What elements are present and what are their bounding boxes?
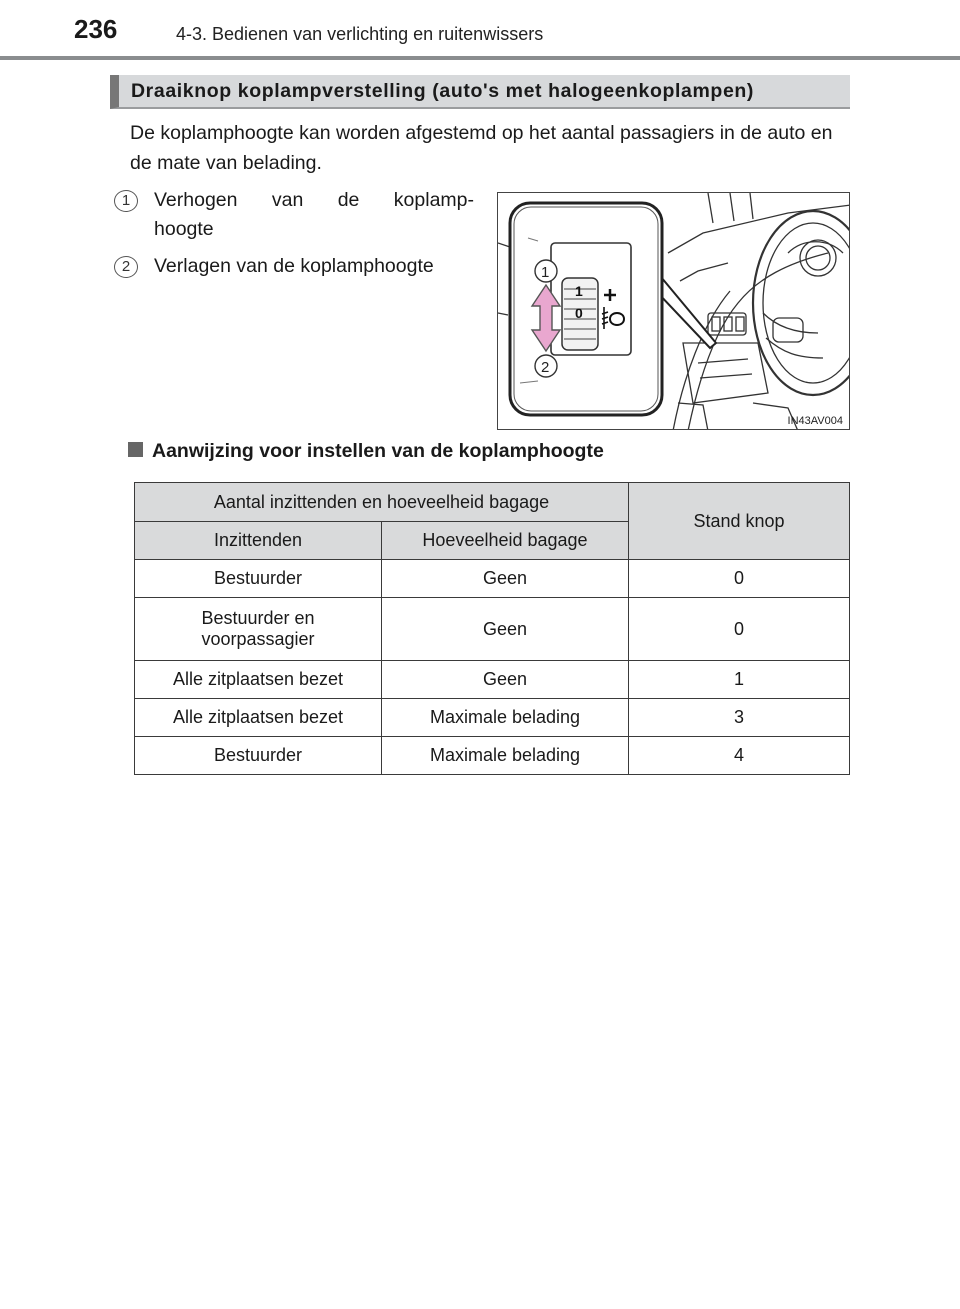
occupants-cell: Alle zitplaatsen bezet <box>135 661 382 699</box>
section-title: Draaiknop koplampverstelling (auto's met halogeenkoplampen) <box>131 80 754 102</box>
occupants-cell: Bestuurder en voorpassagier <box>135 598 382 661</box>
item-text <box>154 186 474 244</box>
luggage-cell: Geen <box>382 560 629 598</box>
callout-2-label: 2 <box>541 359 550 376</box>
item-text: Verlagen van de koplamphoogte <box>154 255 434 277</box>
luggage-cell: Maximale belading <box>382 737 629 775</box>
callout-1-label: 1 <box>541 264 550 281</box>
dashboard-illustration <box>497 192 850 430</box>
header-rule <box>0 56 960 60</box>
table-row <box>135 699 850 737</box>
square-bullet-icon <box>128 442 143 457</box>
list-item-lower <box>114 252 494 282</box>
dial-position-cell: 4 <box>629 737 850 775</box>
item-text-line1: Verhogen van de koplamp- <box>154 189 474 211</box>
occupants-cell: Alle zitplaatsen bezet <box>135 699 382 737</box>
table-header-row <box>135 483 850 522</box>
running-header: 4-3. Bedienen van verlichting en ruitenwissers <box>176 24 544 44</box>
headlight-level-table <box>134 482 850 775</box>
luggage-header: Hoeveelheid bagage <box>382 522 629 560</box>
dial-label-0: 0 <box>575 305 583 321</box>
dial-label-1: 1 <box>575 283 583 299</box>
occupants-header: Inzittenden <box>135 522 382 560</box>
dashboard-drawing <box>498 193 850 430</box>
list-item-raise <box>114 186 474 246</box>
table-row <box>135 737 850 775</box>
table-row <box>135 560 850 598</box>
subheading-text: Aanwijzing voor instellen van de koplamphoogte <box>152 440 604 462</box>
item-text-line2: hoogte <box>154 218 214 240</box>
item-number-badge: 2 <box>114 256 138 278</box>
occupants-cell: Bestuurder <box>135 737 382 775</box>
luggage-cell: Maximale belading <box>382 699 629 737</box>
intro-paragraph: De koplamphoogte kan worden afgestemd op het aantal passagiers in de auto en de mate van belading. <box>130 122 833 174</box>
dial-position-cell: 3 <box>629 699 850 737</box>
occupants-cell: Bestuurder <box>135 560 382 598</box>
dial-position-cell: 1 <box>629 661 850 699</box>
dial-position-cell: 0 <box>629 598 850 661</box>
dial-position-cell: 0 <box>629 560 850 598</box>
group-header-cell: Aantal inzittenden en hoeveelheid bagage <box>135 483 629 522</box>
illustration-code: IN43AV004 <box>787 415 843 427</box>
table-row <box>135 661 850 699</box>
luggage-cell: Geen <box>382 661 629 699</box>
subheading <box>128 440 604 463</box>
dial-position-header: Stand knop <box>629 483 850 560</box>
table-row <box>135 598 850 661</box>
item-number-badge: 1 <box>114 190 138 212</box>
page-number: 236 <box>74 14 118 44</box>
section-banner <box>110 75 850 109</box>
luggage-cell: Geen <box>382 598 629 661</box>
